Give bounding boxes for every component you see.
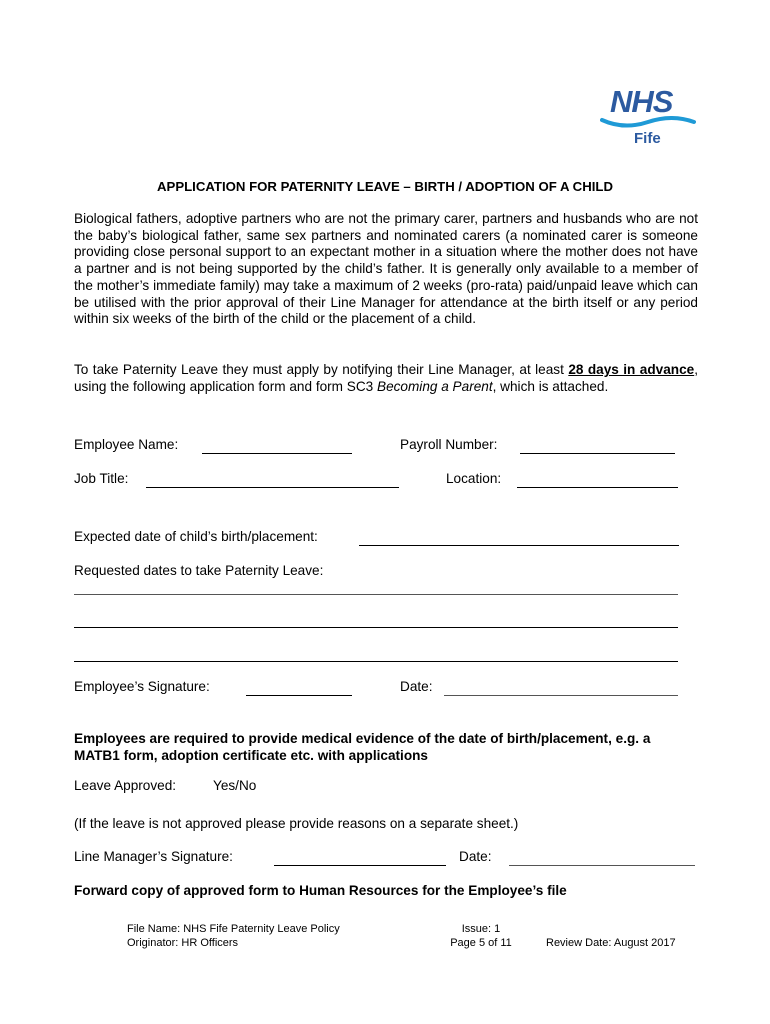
- instruction-part2: , using the following application form and form SC3: [74, 362, 698, 394]
- footer-originator: Originator: HR Officers: [127, 937, 239, 949]
- job-title-field[interactable]: [146, 472, 399, 488]
- nhs-fife-logo: [600, 82, 696, 152]
- line-manager-signature-field[interactable]: [274, 850, 446, 866]
- leave-approved-options[interactable]: Yes/No: [213, 778, 257, 793]
- employee-signature-field[interactable]: [246, 680, 352, 696]
- payroll-number-label: Payroll Number:: [400, 437, 498, 452]
- instruction-part3: , which is attached.: [492, 378, 609, 394]
- location-field[interactable]: [517, 472, 678, 488]
- leave-approved-label: Leave Approved:: [74, 778, 177, 793]
- footer-left: [127, 922, 340, 950]
- footer-issue: Issue: 1: [461, 923, 501, 935]
- manager-date-label: Date:: [459, 849, 492, 864]
- date-label: Date:: [400, 679, 433, 694]
- intro-paragraph: Biological fathers, adoptive partners who are not the primary carer, partners and husbands who are not the baby’s biological father, same sex partners and nominated carers (a nominated carer is someone providing close personal support to an expectant mother in a situation where the mother does not have a partner and is not being supported by the child’s father. It is generally only available to a member of the mother’s immediate family) may take a maximum of 2 weeks (pro-rata) paid/unpaid leave which can be utilised with the prior approval of their Line Manager for attendance at the birth itself or any period within six weeks of the birth of the child or the placement of a child.: [74, 211, 698, 327]
- line-manager-signature-label: Line Manager’s Signature:: [74, 849, 233, 864]
- employee-signature-label: Employee’s Signature:: [74, 679, 210, 694]
- instruction-part1: To take Paternity Leave they must apply by notifying their Line Manager, at least: [74, 362, 569, 377]
- employee-name-label: Employee Name:: [74, 437, 179, 452]
- manager-date-field[interactable]: [509, 850, 695, 866]
- instruction-emphasis: 28 days in advance: [568, 362, 695, 377]
- medical-evidence-notice: Employees are required to provide medical evidence of the date of birth/placement, e.g. a MATB1 form, adoption certificate etc. with applications: [74, 731, 651, 763]
- logo-fife-text: Fife: [634, 130, 661, 147]
- footer-file-name: File Name: NHS Fife Paternity Leave Policy: [127, 923, 340, 935]
- requested-dates-line-1[interactable]: [74, 580, 678, 595]
- job-title-label: Job Title:: [74, 471, 129, 486]
- logo-nhs-text: NHS: [610, 84, 673, 119]
- footer-page-number: Page 5 of 11: [450, 937, 512, 949]
- location-label: Location:: [446, 471, 502, 486]
- forward-copy-note: Forward copy of approved form to Human Resources for the Employee’s file: [74, 883, 567, 898]
- date-field[interactable]: [444, 680, 678, 696]
- employee-name-field[interactable]: [202, 438, 352, 454]
- payroll-number-field[interactable]: [520, 438, 675, 454]
- requested-dates-label: Requested dates to take Paternity Leave:: [74, 563, 324, 578]
- requested-dates-line-3[interactable]: [74, 647, 678, 662]
- instruction-form-name: Becoming a Parent: [377, 378, 493, 394]
- expected-date-field[interactable]: [359, 530, 679, 546]
- not-approved-note: (If the leave is not approved please provide reasons on a separate sheet.): [74, 816, 519, 831]
- form-title: APPLICATION FOR PATERNITY LEAVE – BIRTH / ADOPTION OF A CHILD: [157, 179, 613, 194]
- instruction-paragraph: [74, 362, 698, 395]
- footer-review-date: Review Date: August 2017: [546, 937, 676, 949]
- footer-center: [445, 922, 517, 950]
- expected-date-label: Expected date of child’s birth/placement:: [74, 529, 318, 544]
- requested-dates-line-2[interactable]: [74, 613, 678, 628]
